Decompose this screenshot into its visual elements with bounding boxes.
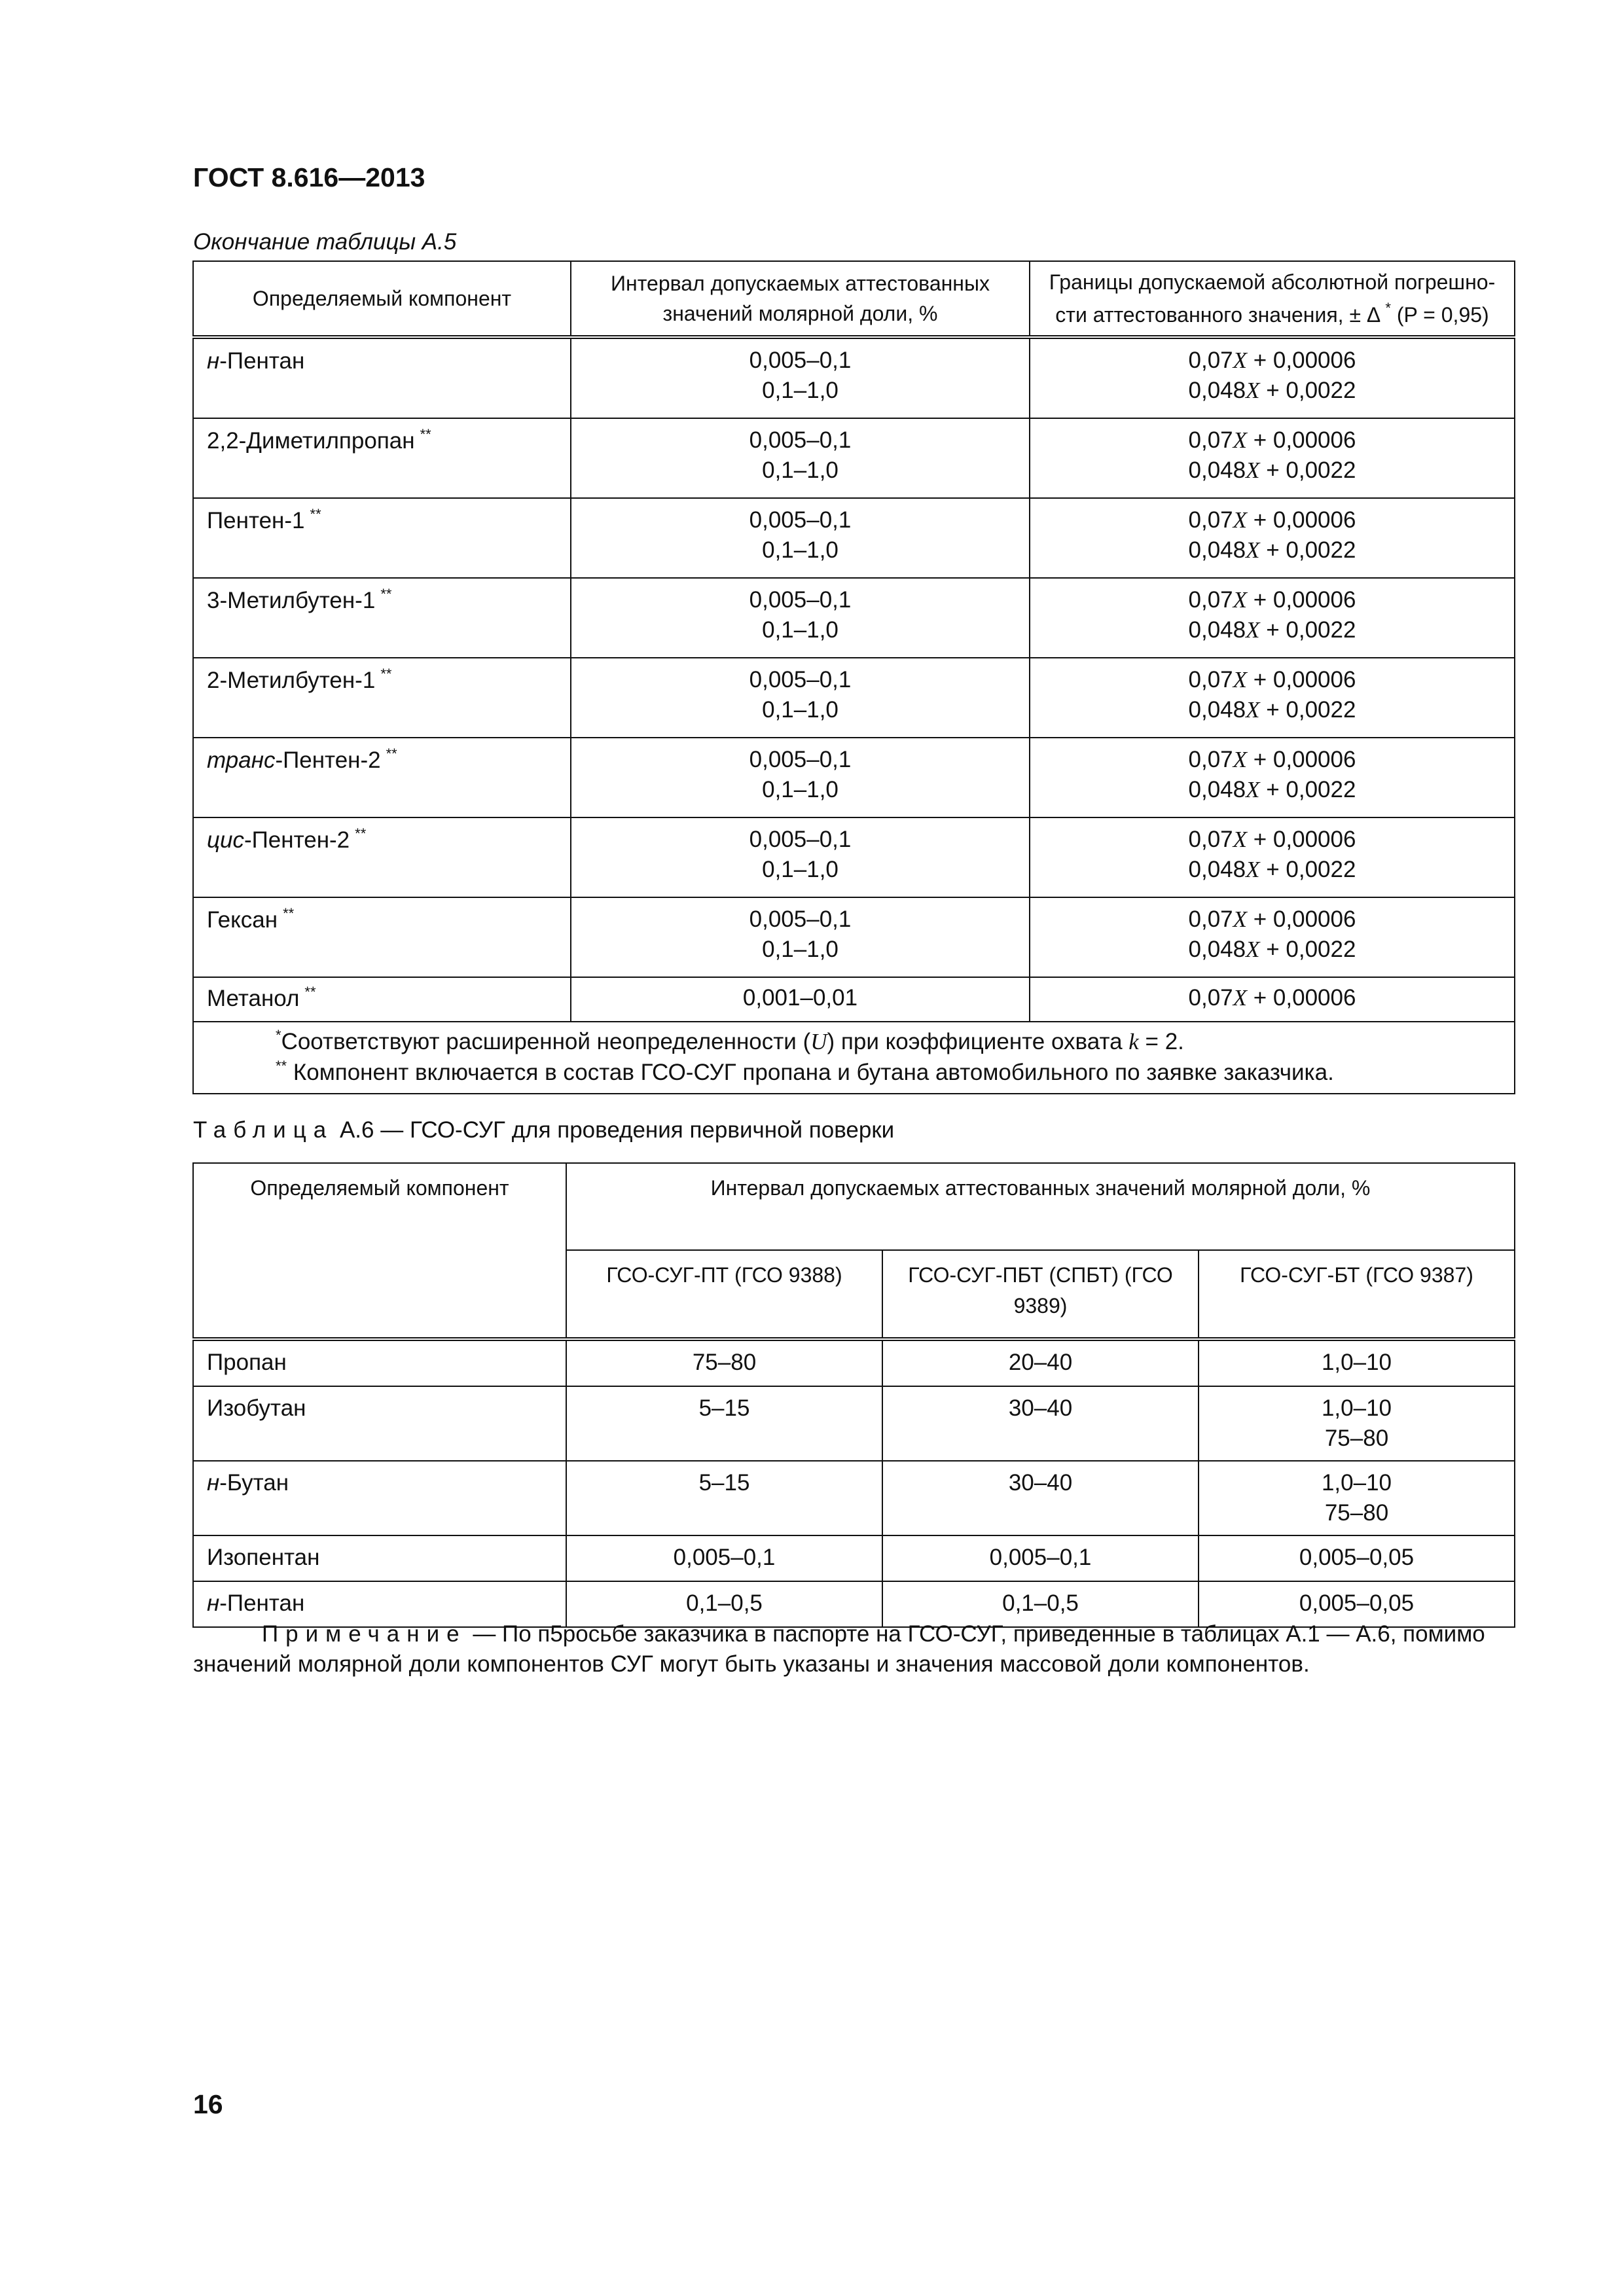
footnote-mark: ** <box>355 825 367 842</box>
footnote-mark: ** <box>380 586 392 602</box>
interval-value: 0,005–0,1 <box>749 906 852 932</box>
value-pt: 5–15 <box>566 1461 882 1535</box>
footnote-mark: ** <box>380 666 392 682</box>
note-text: — По п5росьбе заказчика в паспорте на ГСО-СУГ, приведенные в таблицах А.1 — А.6, помимо значений молярной доли компонентов СУГ могут быть указаны и значения массовой доли компонентов. <box>193 1621 1485 1677</box>
header-gso-bt: ГСО-СУГ-БТ (ГСО 9387) <box>1199 1250 1515 1339</box>
interval-values <box>571 418 1030 498</box>
limit-formula: 0,048X + 0,0022 <box>1188 776 1356 802</box>
header-interval: Интервал допускаемых аттестованных значений молярной доли, % <box>566 1163 1515 1250</box>
footnote-mark: ** <box>304 984 316 1000</box>
component-label: -Пентен-2 <box>275 747 381 773</box>
table-notes <box>193 1022 1515 1094</box>
value-pt: 0,1–0,5 <box>566 1581 882 1627</box>
value-pt: 75–80 <box>566 1339 882 1386</box>
value-bt: 0,005–0,05 <box>1199 1581 1515 1627</box>
limit-values <box>1030 337 1515 418</box>
component-label: Пентен-1 <box>207 508 305 533</box>
interval-values <box>571 578 1030 658</box>
interval-value: 0,005–0,1 <box>749 507 852 533</box>
interval-value: 0,1–1,0 <box>762 377 839 403</box>
interval-values <box>571 817 1030 897</box>
limit-values <box>1030 658 1515 738</box>
interval-value: 0,1–1,0 <box>762 617 839 643</box>
interval-values <box>571 897 1030 977</box>
limit-formula: 0,07X + 0,00006 <box>1188 348 1356 373</box>
limit-formula: 0,07X + 0,00006 <box>1188 667 1356 692</box>
table-a6-caption <box>193 1117 894 1143</box>
component-prefix: транс <box>207 747 276 773</box>
limit-values <box>1030 738 1515 817</box>
component-label: Метанол <box>207 986 300 1011</box>
table-row <box>193 897 1515 977</box>
interval-values <box>571 658 1030 738</box>
table-row <box>193 337 1515 418</box>
footnote-mark: ** <box>283 905 295 922</box>
interval-value: 0,1–1,0 <box>762 856 839 882</box>
table-row <box>193 817 1515 897</box>
component-name <box>193 977 571 1022</box>
note-label: Примечание <box>262 1621 467 1647</box>
component-prefix: н <box>207 348 220 374</box>
component-label: 3-Метилбутен-1 <box>207 588 376 613</box>
interval-values <box>571 738 1030 817</box>
limit-formula: 0,07X + 0,00006 <box>1188 427 1356 453</box>
limit-formula: 0,048X + 0,0022 <box>1188 617 1356 643</box>
table-a5-continuation-caption: Окончание таблицы А.5 <box>193 229 457 255</box>
interval-value: 0,1–1,0 <box>762 776 839 802</box>
table-header-row <box>193 261 1515 337</box>
table-row <box>193 418 1515 498</box>
value-bt: 1,0–10 <box>1199 1339 1515 1386</box>
header-component: Определяемый компонент <box>193 261 571 337</box>
component-name <box>193 658 571 738</box>
limit-formula: 0,048X + 0,0022 <box>1188 457 1356 483</box>
interval-value: 0,005–0,1 <box>749 667 852 692</box>
component-name: н-Пентан <box>193 1581 566 1627</box>
interval-value: 0,1–1,0 <box>762 696 839 723</box>
table-a6-caption-text: А.6 — ГСО-СУГ для проведения первичной поверки <box>333 1117 895 1143</box>
component-name: Изопентан <box>193 1535 566 1581</box>
value-bt: 1,0–10 75–80 <box>1199 1461 1515 1535</box>
limit-formula: 0,07X + 0,00006 <box>1188 587 1356 613</box>
table-a5 <box>192 260 1515 1094</box>
table-row <box>193 1339 1515 1386</box>
limit-formula: 0,048X + 0,0022 <box>1188 537 1356 563</box>
value-pt: 5–15 <box>566 1386 882 1461</box>
limit-values <box>1030 897 1515 977</box>
value-pbt: 0,005–0,1 <box>882 1535 1199 1581</box>
limit-formula: 0,048X + 0,0022 <box>1188 377 1356 403</box>
interval-values <box>571 337 1030 418</box>
table-row <box>193 1535 1515 1581</box>
component-label: -Пентан <box>219 348 305 374</box>
limit-values <box>1030 498 1515 578</box>
header-interval: Интервал допускаемых аттестованных значений молярной доли, % <box>571 261 1030 337</box>
limit-formula: 0,07X + 0,00006 <box>1188 747 1356 772</box>
limit-values <box>1030 817 1515 897</box>
footnote-mark: ** <box>310 506 321 522</box>
table-header-row <box>193 1163 1515 1250</box>
limit-values <box>1030 578 1515 658</box>
table-a6-caption-word: Таблица <box>193 1117 334 1143</box>
table-row <box>193 578 1515 658</box>
header-limits-tail: (P = 0,95) <box>1390 302 1489 327</box>
table-row <box>193 498 1515 578</box>
header-limits <box>1030 261 1515 337</box>
component-label: -Пентен-2 <box>244 827 350 853</box>
value-pbt: 30–40 <box>882 1386 1199 1461</box>
table-a6 <box>192 1162 1515 1628</box>
table-notes-row <box>193 1022 1515 1094</box>
note-paragraph <box>193 1619 1515 1679</box>
limit-formula: 0,048X + 0,0022 <box>1188 856 1356 882</box>
component-name <box>193 817 571 897</box>
interval-value: 0,005–0,1 <box>749 747 852 772</box>
component-name: Изобутан <box>193 1386 566 1461</box>
interval-value: 0,005–0,1 <box>749 587 852 613</box>
interval-values <box>571 977 1030 1022</box>
table-row <box>193 1461 1515 1535</box>
limit-formula: 0,048X + 0,0022 <box>1188 696 1356 723</box>
limit-formula: 0,07X + 0,00006 <box>1188 985 1356 1011</box>
interval-values <box>571 498 1030 578</box>
value-pbt: 20–40 <box>882 1339 1199 1386</box>
table-row <box>193 1386 1515 1461</box>
interval-value: 0,005–0,1 <box>749 427 852 453</box>
table-note-2: ** Компонент включается в состав ГСО-СУГ пропана и бутана автомобильного по заявке заказчика. <box>276 1057 1334 1085</box>
interval-value: 0,1–1,0 <box>762 537 839 563</box>
limit-values <box>1030 977 1515 1022</box>
table-row <box>193 977 1515 1022</box>
table-note-1: *Соответствуют расширенной неопределенности (U) при коэффициенте охвата k = 2. <box>276 1027 1184 1054</box>
component-name <box>193 498 571 578</box>
component-name: н-Бутан <box>193 1461 566 1535</box>
interval-value: 0,1–1,0 <box>762 457 839 483</box>
interval-value: 0,1–1,0 <box>762 936 839 962</box>
limit-formula: 0,07X + 0,00006 <box>1188 507 1356 533</box>
footnote-mark: ** <box>420 426 431 442</box>
value-bt: 1,0–10 75–80 <box>1199 1386 1515 1461</box>
footnote-mark: ** <box>386 745 397 762</box>
component-name <box>193 337 571 418</box>
standard-header: ГОСТ 8.616—2013 <box>193 162 425 192</box>
component-name <box>193 578 571 658</box>
interval-value: 0,001–0,01 <box>742 985 858 1011</box>
page-number: 16 <box>193 2089 223 2119</box>
limit-formula: 0,048X + 0,0022 <box>1188 936 1356 962</box>
table-row <box>193 738 1515 817</box>
component-label: 2-Метилбутен-1 <box>207 668 376 693</box>
component-label: 2,2-Диметилпропан <box>207 428 415 454</box>
header-limits-text: Границы допускаемой абсолютной погрешно- сти аттестованного значения, ± Δ <box>1049 270 1496 327</box>
header-gso-pbt: ГСО-СУГ-ПБТ (СПБТ) (ГСО 9389) <box>882 1250 1199 1339</box>
component-prefix: цис <box>207 827 244 853</box>
header-limits-star: * <box>1385 299 1391 316</box>
component-name <box>193 897 571 977</box>
component-label: Гексан <box>207 907 278 933</box>
limit-formula: 0,07X + 0,00006 <box>1188 906 1356 932</box>
value-pt: 0,005–0,1 <box>566 1535 882 1581</box>
limit-formula: 0,07X + 0,00006 <box>1188 827 1356 852</box>
header-component: Определяемый компонент <box>193 1163 566 1339</box>
table-row <box>193 658 1515 738</box>
header-gso-pt: ГСО-СУГ-ПТ (ГСО 9388) <box>566 1250 882 1339</box>
component-name: Пропан <box>193 1339 566 1386</box>
value-pbt: 0,1–0,5 <box>882 1581 1199 1627</box>
value-pbt: 30–40 <box>882 1461 1199 1535</box>
value-bt: 0,005–0,05 <box>1199 1535 1515 1581</box>
component-name <box>193 738 571 817</box>
limit-values <box>1030 418 1515 498</box>
interval-value: 0,005–0,1 <box>749 348 852 373</box>
component-name <box>193 418 571 498</box>
interval-value: 0,005–0,1 <box>749 827 852 852</box>
